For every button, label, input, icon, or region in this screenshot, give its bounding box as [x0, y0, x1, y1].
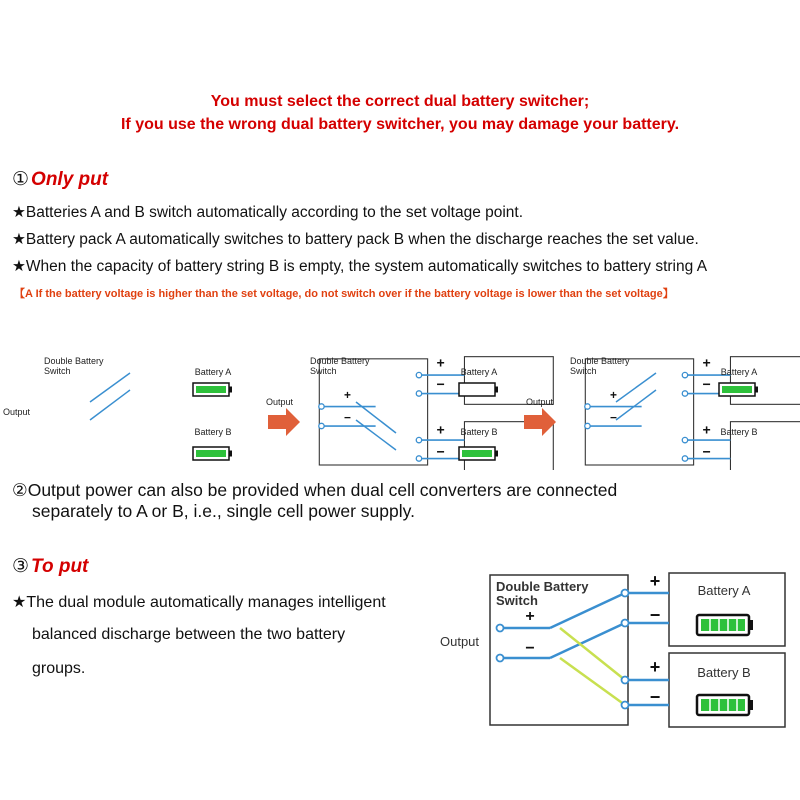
diagram-2-battery-b-icon: [459, 447, 498, 460]
diagram-1-battery-b-label: Battery B: [194, 427, 232, 437]
section-2-line-1: [12, 480, 617, 501]
warning-line-2: If you use the wrong dual battery switcher, you may damage your battery.: [120, 116, 680, 133]
switch-plus-sign: +: [525, 608, 535, 625]
diagram-2-battery-a-empty-icon: [459, 383, 498, 396]
diagram-2-switch-label-2: Switch: [310, 366, 337, 376]
output-label: Output: [440, 634, 480, 649]
section-1-note: 【A If the battery voltage is higher than the set voltage, do not switch over if the battery voltage is lower than the set voltage】: [14, 288, 674, 300]
battery-b-icon: [697, 695, 753, 715]
diagram-1-battery-a-label: Battery A: [194, 367, 232, 377]
diagram-3-battery-b-label: Battery B: [720, 427, 758, 437]
section-3-line-3: groups.: [32, 660, 86, 677]
section-1-bullet-3: ★When the capacity of battery string B is empty, the system automatically switches to battery string A: [12, 258, 708, 275]
switch-label-1: Double Battery: [496, 579, 589, 594]
diagram-1-switch-label-1: Double Battery: [44, 356, 104, 366]
diagram-1-battery-b-icon: [193, 447, 232, 460]
section-3-title-text: To put: [31, 556, 89, 577]
section-1-bullet-1: ★Batteries A and B switch automatically according to the set voltage point.: [12, 204, 524, 221]
battery-a-plus-sign: +: [649, 571, 661, 591]
battery-a-minus-sign: −: [649, 605, 661, 625]
section-1-bullet-2: ★Battery pack A automatically switches to battery pack B when the discharge reaches the set value.: [12, 231, 699, 248]
diagram-1-wire-minus: [90, 390, 130, 420]
battery-b-minus-sign: −: [649, 687, 661, 707]
battery-a-label: Battery A: [697, 583, 751, 598]
diagram-2-output-label: Output: [266, 397, 294, 407]
arrow-right-icon: [268, 408, 300, 436]
section-3-title: [12, 555, 88, 578]
battery-a-icon: [697, 615, 753, 635]
diagram-2-battery-b-label: Battery B: [460, 427, 498, 437]
diagram-3-battery-a-icon: [719, 383, 758, 396]
battery-b-label: Battery B: [697, 665, 751, 680]
warning-line-1: You must select the correct dual battery switcher;: [210, 93, 590, 110]
diagram-1-battery-a-icon: [193, 383, 232, 396]
diagram-2-switch-label-1: Double Battery: [310, 356, 370, 366]
diagram-3-output-label: Output: [526, 397, 554, 407]
diagram-1-output-label: Output: [3, 407, 31, 417]
section-1-number: ①: [12, 169, 30, 190]
section-1-title: [12, 168, 108, 191]
section-2-text-1: Output power can also be provided when dual cell converters are connected: [27, 480, 618, 500]
diagram-3-switch-label-1: Double Battery: [570, 356, 630, 366]
section-3-line-2: balanced discharge between the two battery: [32, 626, 346, 643]
diagram-3-battery-a-label: Battery A: [720, 367, 758, 377]
balanced-discharge-diagram: [432, 565, 792, 740]
diagram-1-wire-plus: [90, 373, 130, 402]
section-2-line-2: separately to A or B, i.e., single cell power supply.: [32, 501, 415, 521]
battery-b-plus-sign: +: [649, 657, 661, 677]
diagram-2-battery-a-label: Battery A: [460, 367, 498, 377]
section-2-number: ②: [12, 480, 28, 500]
switch-diagrams-row: + − + − + − Double Battery Switch Output Battery A Battery B Double Battery Switch Output Battery A Battery B Double Battery Switch Output Battery A Battery B: [0, 340, 800, 470]
section-3-number: ③: [12, 556, 30, 577]
section-3-line-1: ★The dual module automatically manages intelligent: [12, 594, 386, 611]
section-1-title-text: Only put: [31, 169, 109, 190]
diagram-1-switch-label-2: Switch: [44, 366, 71, 376]
switch-minus-sign: −: [525, 640, 535, 657]
diagram-3-switch-label-2: Switch: [570, 366, 597, 376]
switch-label-2: Switch: [496, 593, 538, 608]
